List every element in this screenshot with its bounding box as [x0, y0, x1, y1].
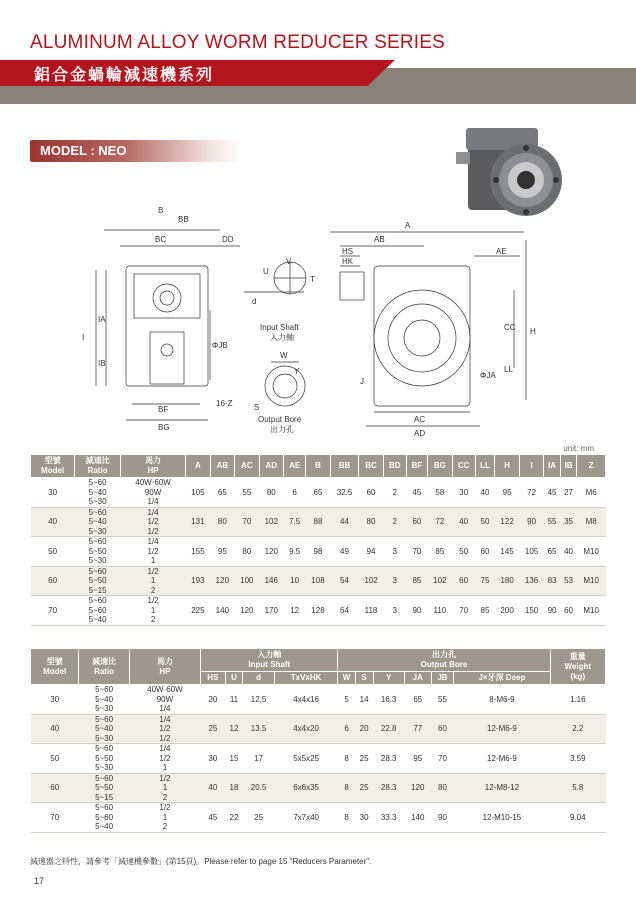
value-cell: 200: [495, 596, 519, 626]
t2-header-cell: d: [243, 672, 274, 685]
footnote: 減速器之特性，請參考「減速機參數」(第15頁)。Please refer to page 15 "Reducers Parameter".: [30, 857, 372, 866]
value-cell: 5x5x25: [274, 744, 338, 774]
value-cell: 65: [404, 685, 431, 715]
value-cell: 85: [475, 596, 495, 626]
shaft-bore-table: [30, 648, 606, 833]
value-cell: 9.5: [284, 537, 306, 567]
dim-s: S: [254, 403, 260, 412]
value-cell: 105: [186, 478, 210, 508]
value-cell: 12-M6-9: [454, 714, 550, 744]
output-bore-label-zh: 出力孔: [270, 425, 294, 434]
hp-cell: 40W·60W 90W 1/4: [129, 685, 200, 715]
t1-header-cell: BB: [330, 455, 359, 478]
value-cell: 40: [560, 537, 576, 567]
value-cell: 90: [544, 596, 560, 626]
value-cell: 110: [428, 596, 452, 626]
value-cell: 28.3: [373, 773, 404, 803]
value-cell: 70: [452, 596, 475, 626]
value-cell: 155: [186, 537, 210, 567]
ratio-cell: 5~60 5~50 5~30: [75, 537, 121, 567]
value-cell: 6: [284, 478, 306, 508]
value-cell: 20.5: [243, 773, 274, 803]
t2-header-cell: JB: [431, 672, 454, 685]
value-cell: 105: [519, 537, 543, 567]
dim-h: H: [530, 327, 536, 336]
value-cell: 12-M6-9: [454, 744, 550, 774]
dim-ab: AB: [374, 235, 385, 244]
value-cell: 65: [210, 478, 234, 508]
value-cell: 80: [210, 507, 234, 537]
table-row: [31, 566, 606, 596]
value-cell: 40: [452, 507, 475, 537]
value-cell: 35: [560, 507, 576, 537]
dim-v: V: [286, 257, 292, 266]
value-cell: 25: [243, 803, 274, 833]
dimensions-table-header: [31, 455, 606, 478]
header-grey-edge: [395, 68, 636, 104]
model-label: MODEL : NEO: [40, 143, 127, 158]
value-cell: 11: [225, 685, 243, 715]
value-cell: 40: [475, 478, 495, 508]
value-cell: 150: [519, 596, 543, 626]
table-row: [31, 744, 606, 774]
value-cell: 120: [404, 773, 431, 803]
value-cell: 28.3: [373, 744, 404, 774]
unit-label: unit: mm: [563, 444, 594, 453]
value-cell: M6: [577, 478, 606, 508]
page-title: ALUMINUM ALLOY WORM REDUCER SERIES: [30, 32, 446, 53]
value-cell: 15: [225, 744, 243, 774]
dimension-drawings: [60, 200, 620, 440]
t2-header-cell: JA: [404, 672, 431, 685]
t1-header-cell: BF: [406, 455, 427, 478]
dim-ll: LL: [504, 365, 513, 374]
dim-j: J: [360, 377, 364, 386]
value-cell: 30: [201, 744, 225, 774]
value-cell: 8: [338, 744, 355, 774]
dim-cc: CC: [504, 323, 516, 332]
value-cell: 128: [306, 596, 330, 626]
table-row: [31, 478, 606, 508]
value-cell: 77: [404, 714, 431, 744]
value-cell: 8-M6-9: [454, 685, 550, 715]
value-cell: 32.5: [330, 478, 359, 508]
value-cell: 45: [544, 478, 560, 508]
ratio-cell: 5~60 5~40 5~30: [75, 507, 121, 537]
t2-h-weight: 重量 Weight (kg): [550, 649, 605, 685]
t1-header-cell: CC: [452, 455, 475, 478]
page-subtitle: 鋁合金蝸輪減速機系列: [34, 67, 215, 84]
value-cell: 80: [359, 507, 383, 537]
table-row: [31, 714, 606, 744]
t1-header-cell: 型號 Model: [31, 455, 75, 478]
value-cell: 80: [259, 478, 283, 508]
value-cell: 64: [330, 596, 359, 626]
model-cell: 70: [31, 803, 79, 833]
value-cell: 53: [560, 566, 576, 596]
value-cell: 140: [210, 596, 234, 626]
ratio-cell: 5~60 5~40 5~30: [79, 714, 129, 744]
model-cell: 60: [31, 773, 79, 803]
value-cell: 180: [495, 566, 519, 596]
value-cell: 50: [475, 507, 495, 537]
dim-bb: BB: [178, 215, 189, 224]
value-cell: M10: [577, 596, 606, 626]
value-cell: 70: [431, 744, 454, 774]
value-cell: 7.5: [284, 507, 306, 537]
table-row: [31, 773, 606, 803]
value-cell: 95: [404, 744, 431, 774]
value-cell: M10: [577, 566, 606, 596]
value-cell: 75: [475, 566, 495, 596]
value-cell: 136: [519, 566, 543, 596]
dim-y: Y: [294, 367, 300, 376]
value-cell: 120: [210, 566, 234, 596]
value-cell: 3: [383, 566, 406, 596]
value-cell: 70: [235, 507, 259, 537]
ratio-cell: 5~60 5~40 5~30: [79, 685, 129, 715]
dim-a: A: [405, 221, 411, 230]
output-bore-label-en: Output Bore: [258, 415, 302, 424]
dim-hk: HK: [342, 257, 354, 266]
value-cell: 16.3: [373, 685, 404, 715]
dim-d: d: [252, 297, 257, 306]
value-cell: 1.16: [550, 685, 605, 715]
value-cell: 6x6x35: [274, 773, 338, 803]
value-cell: 30: [452, 478, 475, 508]
t2-header-cell: TxVxHK: [274, 672, 338, 685]
value-cell: 55: [431, 685, 454, 715]
hp-cell: 1/4 1/2 1/2: [120, 507, 185, 537]
t2-header-cell: W: [338, 672, 355, 685]
t2-header-cell: J×牙深 Deep: [454, 672, 550, 685]
hp-cell: 1/2 1 2: [129, 803, 200, 833]
model-cell: 40: [31, 714, 79, 744]
value-cell: 2: [383, 478, 406, 508]
value-cell: 25: [201, 714, 225, 744]
dim-t: T: [310, 275, 315, 284]
dim-i: I: [82, 333, 85, 342]
shaft-bore-group-header: [31, 649, 606, 672]
ratio-cell: 5~60 5~50 5~15: [75, 566, 121, 596]
value-cell: 85: [428, 537, 452, 567]
model-cell: 70: [31, 596, 75, 626]
value-cell: 60: [406, 507, 427, 537]
value-cell: 20: [201, 685, 225, 715]
hp-cell: 1/4 1/2 1: [129, 744, 200, 774]
value-cell: 2: [383, 507, 406, 537]
value-cell: 60: [452, 566, 475, 596]
value-cell: 60: [359, 478, 383, 508]
t1-header-cell: LL: [475, 455, 495, 478]
value-cell: 45: [201, 803, 225, 833]
value-cell: 20: [355, 714, 373, 744]
ratio-cell: 5~60 5~40 5~30: [75, 478, 121, 508]
input-shaft-label-en: Input Shaft: [260, 323, 299, 332]
value-cell: 83: [544, 566, 560, 596]
dim-ja: ΦJA: [480, 371, 496, 380]
t1-header-cell: Z: [577, 455, 606, 478]
value-cell: 25: [355, 744, 373, 774]
value-cell: M10: [577, 537, 606, 567]
dim-bg: BG: [158, 423, 170, 432]
dim-dd: DD: [222, 235, 234, 244]
value-cell: 225: [186, 596, 210, 626]
value-cell: 7x7x40: [274, 803, 338, 833]
value-cell: 60: [560, 596, 576, 626]
t1-header-cell: AD: [259, 455, 283, 478]
value-cell: 49: [330, 537, 359, 567]
value-cell: 12-M8-12: [454, 773, 550, 803]
t2-header-cell: U: [225, 672, 243, 685]
value-cell: 193: [186, 566, 210, 596]
dim-jb: ΦJB: [212, 341, 228, 350]
ratio-cell: 5~60 5~50 5~15: [79, 773, 129, 803]
t2-header-cell: Y: [373, 672, 404, 685]
value-cell: 90: [431, 803, 454, 833]
hp-cell: 1/2 1 2: [120, 566, 185, 596]
hp-cell: 1/4 1/2 1/2: [129, 714, 200, 744]
dim-ac: AC: [414, 415, 426, 424]
value-cell: 3: [383, 537, 406, 567]
t2-h-ratio: 減速比 Ratio: [79, 649, 129, 685]
t2-h-hp: 馬力 HP: [129, 649, 200, 685]
t1-header-cell: 馬力 HP: [120, 455, 185, 478]
model-cell: 50: [31, 744, 79, 774]
t1-header-cell: 減速比 Ratio: [75, 455, 121, 478]
value-cell: 140: [404, 803, 431, 833]
value-cell: 8: [338, 803, 355, 833]
value-cell: 95: [210, 537, 234, 567]
value-cell: 33.3: [373, 803, 404, 833]
dim-w: W: [280, 351, 288, 360]
dim-bf: BF: [158, 405, 169, 414]
value-cell: 100: [235, 566, 259, 596]
value-cell: 8: [338, 773, 355, 803]
t1-header-cell: IA: [544, 455, 560, 478]
value-cell: 146: [259, 566, 283, 596]
value-cell: 18: [225, 773, 243, 803]
value-cell: 4x4x16: [274, 685, 338, 715]
dim-b: B: [158, 206, 164, 215]
value-cell: 4x4x20: [274, 714, 338, 744]
value-cell: 55: [235, 478, 259, 508]
t1-header-cell: AE: [284, 455, 306, 478]
value-cell: 90: [406, 596, 427, 626]
t2-header-cell: S: [355, 672, 373, 685]
t1-header-cell: BC: [359, 455, 383, 478]
t1-header-cell: IB: [560, 455, 576, 478]
value-cell: 72: [519, 478, 543, 508]
value-cell: 102: [259, 507, 283, 537]
value-cell: 65: [544, 537, 560, 567]
model-cell: 30: [31, 478, 75, 508]
value-cell: 12.5: [243, 685, 274, 715]
dim-ia: IA: [98, 315, 106, 324]
value-cell: 88: [306, 507, 330, 537]
value-cell: 3: [383, 596, 406, 626]
t1-header-cell: BD: [383, 455, 406, 478]
value-cell: 13.5: [243, 714, 274, 744]
value-cell: 122: [495, 507, 519, 537]
dim-bc: BC: [155, 235, 167, 244]
dim-ad: AD: [414, 429, 426, 438]
ratio-cell: 5~60 5~60 5~40: [79, 803, 129, 833]
dimensions-table: [30, 454, 606, 626]
value-cell: 22: [225, 803, 243, 833]
value-cell: 72: [428, 507, 452, 537]
t2-group-output: 出力孔 Output Bore: [338, 649, 550, 672]
value-cell: 80: [431, 773, 454, 803]
ratio-cell: 5~60 5~60 5~40: [75, 596, 121, 626]
value-cell: 94: [359, 537, 383, 567]
model-cell: 50: [31, 537, 75, 567]
hp-cell: 1/2 1 2: [129, 773, 200, 803]
model-cell: 40: [31, 507, 75, 537]
table-row: [31, 596, 606, 626]
value-cell: 14: [355, 685, 373, 715]
ratio-cell: 5~60 5~50 5~30: [79, 744, 129, 774]
value-cell: 102: [359, 566, 383, 596]
value-cell: 60: [431, 714, 454, 744]
value-cell: 27: [560, 478, 576, 508]
value-cell: 108: [306, 566, 330, 596]
value-cell: 9.04: [550, 803, 605, 833]
value-cell: 90: [519, 507, 543, 537]
input-shaft-label-zh: 入力軸: [270, 333, 294, 342]
t1-header-cell: B: [306, 455, 330, 478]
value-cell: 118: [359, 596, 383, 626]
value-cell: 58: [428, 478, 452, 508]
value-cell: 30: [355, 803, 373, 833]
t2-header-cell: HS: [201, 672, 225, 685]
value-cell: 85: [406, 566, 427, 596]
value-cell: M8: [577, 507, 606, 537]
value-cell: 98: [306, 537, 330, 567]
value-cell: 131: [186, 507, 210, 537]
model-cell: 60: [31, 566, 75, 596]
dim-ae: AE: [496, 247, 507, 256]
t1-header-cell: H: [495, 455, 519, 478]
value-cell: 3.59: [550, 744, 605, 774]
page-number: 17: [34, 876, 45, 886]
value-cell: 45: [406, 478, 427, 508]
dim-z: 16-Z: [216, 399, 233, 408]
model-cell: 30: [31, 685, 79, 715]
value-cell: 60: [475, 537, 495, 567]
t1-header-cell: AC: [235, 455, 259, 478]
value-cell: 22.8: [373, 714, 404, 744]
value-cell: 120: [259, 537, 283, 567]
value-cell: 44: [330, 507, 359, 537]
hp-cell: 1/4 1/2 1: [120, 537, 185, 567]
t1-header-cell: AB: [210, 455, 234, 478]
value-cell: 55: [544, 507, 560, 537]
value-cell: 2.2: [550, 714, 605, 744]
value-cell: 12-M10-15: [454, 803, 550, 833]
dim-ib: IB: [98, 359, 106, 368]
table-row: [31, 685, 606, 715]
t1-header-cell: I: [519, 455, 543, 478]
t1-header-cell: BG: [428, 455, 452, 478]
table-row: [31, 537, 606, 567]
value-cell: 12: [225, 714, 243, 744]
t2-group-input: 入力軸 Input Shaft: [201, 649, 338, 672]
t1-header-cell: A: [186, 455, 210, 478]
value-cell: 145: [495, 537, 519, 567]
value-cell: 10: [284, 566, 306, 596]
value-cell: 12: [284, 596, 306, 626]
value-cell: 17: [243, 744, 274, 774]
t2-h-model: 型號 Model: [31, 649, 79, 685]
value-cell: 102: [428, 566, 452, 596]
dim-hs: HS: [342, 247, 354, 256]
value-cell: 50: [452, 537, 475, 567]
value-cell: 120: [235, 596, 259, 626]
value-cell: 170: [259, 596, 283, 626]
value-cell: 6: [338, 714, 355, 744]
value-cell: 25: [355, 773, 373, 803]
value-cell: 65: [306, 478, 330, 508]
value-cell: 70: [406, 537, 427, 567]
value-cell: 5: [338, 685, 355, 715]
table-row: [31, 507, 606, 537]
value-cell: 5.8: [550, 773, 605, 803]
value-cell: 40: [201, 773, 225, 803]
hp-cell: 40W·60W 90W 1/4: [120, 478, 185, 508]
hp-cell: 1/2 1 2: [120, 596, 185, 626]
value-cell: 80: [235, 537, 259, 567]
value-cell: 95: [495, 478, 519, 508]
table-row: [31, 803, 606, 833]
value-cell: 54: [330, 566, 359, 596]
dim-u: U: [263, 267, 269, 276]
